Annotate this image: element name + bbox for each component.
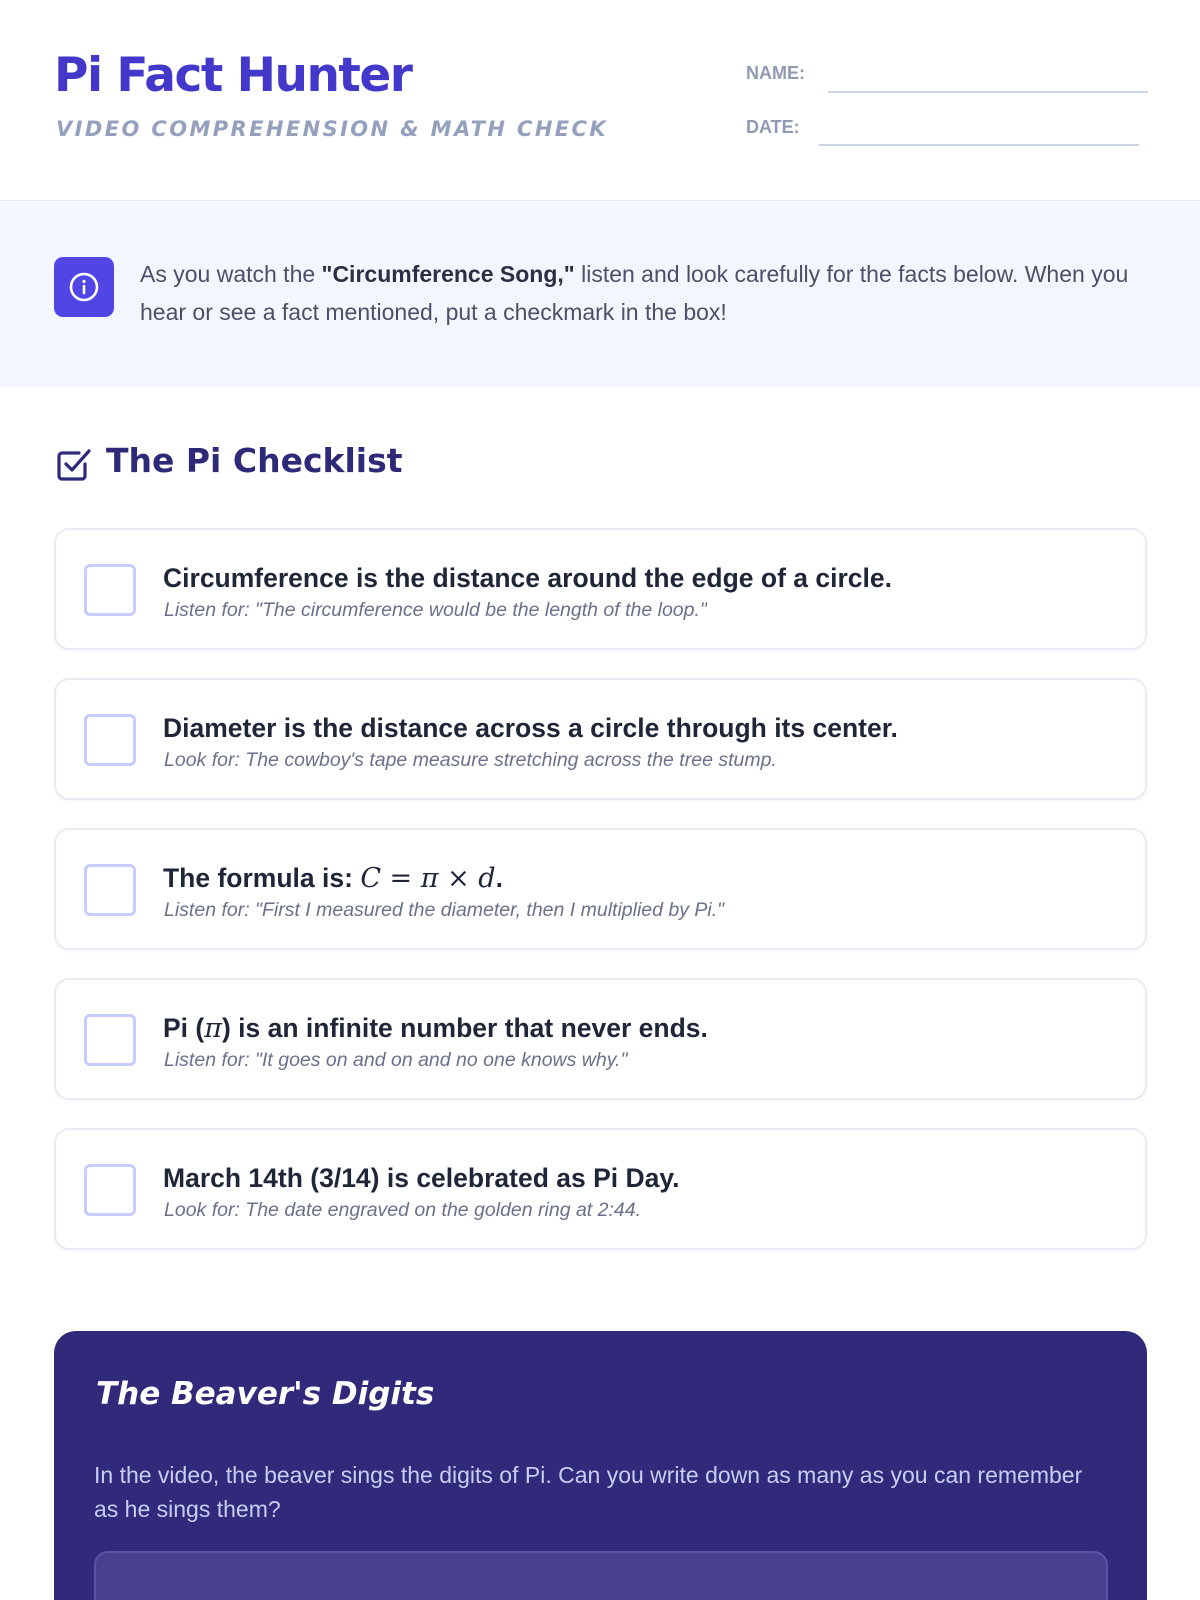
pi-symbol: π — [204, 1013, 222, 1044]
name-field[interactable] — [828, 91, 1148, 93]
date-label: DATE: — [746, 117, 800, 137]
instructions-text: As you watch the "Circumference Song," listen and look carefully for the facts below. When you hear or see a fact mentioned, put a checkmark in the box! — [140, 261, 1129, 325]
fact-hint: Listen for: "The circumference would be the length of the loop." — [164, 599, 707, 621]
fact-text: Diameter is the distance across a circle through its center. — [163, 713, 898, 743]
checklist-item — [54, 828, 1147, 950]
fact-checkbox[interactable] — [84, 864, 136, 916]
fact-checkbox[interactable] — [84, 1164, 136, 1216]
name-label: NAME: — [746, 63, 805, 83]
page-subtitle: VIDEO COMPREHENSION & MATH CHECK — [56, 117, 609, 141]
beaver-digits-panel — [54, 1331, 1147, 1600]
worksheet-header — [0, 0, 1200, 201]
beaver-title: The Beaver's Digits — [96, 1376, 435, 1412]
fact-text: The formula is: C = π × d. — [163, 863, 503, 894]
fact-checkbox[interactable] — [84, 564, 136, 616]
checklist-item — [54, 678, 1147, 800]
fact-text: Circumference is the distance around the edge of a circle. — [163, 563, 892, 593]
fact-hint: Look for: The cowboy's tape measure stretching across the tree stump. — [164, 749, 777, 771]
fact-hint: Listen for: "It goes on and on and no one knows why." — [164, 1049, 628, 1071]
song-title: "Circumference Song," — [321, 261, 575, 287]
formula: C = π × d — [360, 863, 496, 894]
checkbox-check-icon — [55, 445, 93, 483]
fact-hint: Listen for: "First I measured the diameter, then I multiplied by Pi." — [164, 899, 725, 921]
checklist-item — [54, 528, 1147, 650]
checklist-title: The Pi Checklist — [106, 441, 403, 480]
fact-checkbox[interactable] — [84, 714, 136, 766]
fact-text: March 14th (3/14) is celebrated as Pi Day. — [163, 1163, 680, 1193]
info-icon — [54, 257, 114, 317]
checklist-item — [54, 978, 1147, 1100]
checklist-item — [54, 1128, 1147, 1250]
page-title: Pi Fact Hunter — [54, 48, 412, 103]
fact-hint: Look for: The date engraved on the golden ring at 2:44. — [164, 1199, 642, 1221]
digits-answer-field[interactable] — [94, 1551, 1108, 1600]
fact-text: Pi (π) is an infinite number that never ends. — [163, 1013, 708, 1044]
date-field[interactable] — [819, 144, 1139, 146]
fact-checkbox[interactable] — [84, 1014, 136, 1066]
beaver-instructions: In the video, the beaver sings the digits of Pi. Can you write down as many as you can remember as he sings them? — [94, 1462, 1083, 1522]
